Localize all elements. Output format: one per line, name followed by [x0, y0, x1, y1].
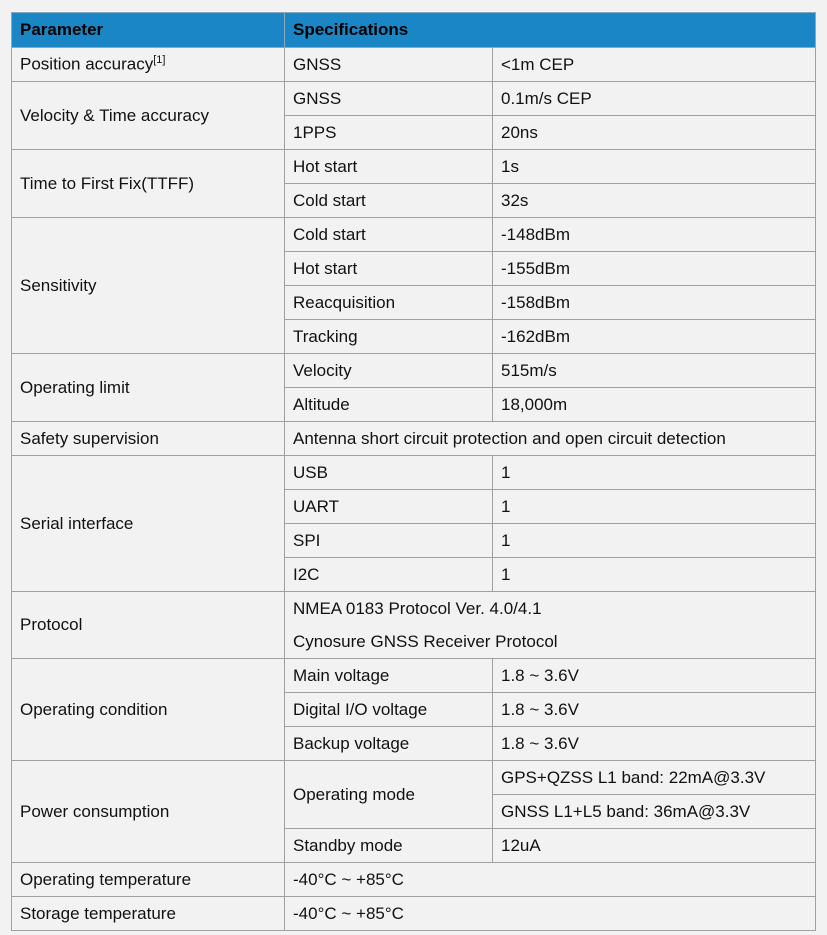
table-row [12, 48, 816, 82]
spec-value: Antenna short circuit protection and open circuit detection [285, 422, 816, 456]
spec-value: -162dBm [493, 320, 816, 354]
spec-value: -40°C ~ +85°C [285, 863, 816, 897]
spec-value: -40°C ~ +85°C [285, 897, 816, 931]
param-operating-temperature: Operating temperature [12, 863, 285, 897]
table-row [12, 218, 816, 252]
spec-value: Cynosure GNSS Receiver Protocol [285, 625, 816, 659]
spec-sub: Cold start [285, 184, 493, 218]
spec-sub: Digital I/O voltage [285, 693, 493, 727]
spec-value: GNSS L1+L5 band: 36mA@3.3V [493, 795, 816, 829]
header-row [12, 13, 816, 48]
header-specifications: Specifications [285, 13, 816, 48]
spec-value: 1 [493, 558, 816, 592]
spec-sub: SPI [285, 524, 493, 558]
spec-sub: Backup voltage [285, 727, 493, 761]
table-row [12, 82, 816, 116]
spec-sub: I2C [285, 558, 493, 592]
param-ttff: Time to First Fix(TTFF) [12, 150, 285, 218]
table-row [12, 659, 816, 693]
table-row [12, 592, 816, 626]
table-row [12, 897, 816, 931]
param-position-accuracy [12, 48, 285, 82]
spec-value: <1m CEP [493, 48, 816, 82]
param-velocity-time: Velocity & Time accuracy [12, 82, 285, 150]
param-safety: Safety supervision [12, 422, 285, 456]
spec-value: 515m/s [493, 354, 816, 388]
spec-sub: USB [285, 456, 493, 490]
param-sensitivity: Sensitivity [12, 218, 285, 354]
spec-sub: GNSS [285, 82, 493, 116]
spec-sub: UART [285, 490, 493, 524]
spec-sub: 1PPS [285, 116, 493, 150]
table-row [12, 761, 816, 795]
spec-value: 32s [493, 184, 816, 218]
spec-value: 1.8 ~ 3.6V [493, 659, 816, 693]
param-protocol: Protocol [12, 592, 285, 659]
spec-value: 1 [493, 524, 816, 558]
spec-value: 1 [493, 490, 816, 524]
spec-value: 20ns [493, 116, 816, 150]
spec-value: -148dBm [493, 218, 816, 252]
spec-value: NMEA 0183 Protocol Ver. 4.0/4.1 [285, 592, 816, 626]
spec-sub: GNSS [285, 48, 493, 82]
spec-value: 0.1m/s CEP [493, 82, 816, 116]
param-storage-temperature: Storage temperature [12, 897, 285, 931]
footnote-ref: [1] [153, 54, 166, 67]
spec-sub: Altitude [285, 388, 493, 422]
spec-table [11, 12, 816, 931]
spec-value: GPS+QZSS L1 band: 22mA@3.3V [493, 761, 816, 795]
spec-value: 12uA [493, 829, 816, 863]
param-label: Position accuracy [20, 54, 154, 74]
spec-value: 1s [493, 150, 816, 184]
spec-value: -155dBm [493, 252, 816, 286]
spec-value: 1.8 ~ 3.6V [493, 693, 816, 727]
param-serial-interface: Serial interface [12, 456, 285, 592]
spec-sub: Hot start [285, 150, 493, 184]
param-operating-condition: Operating condition [12, 659, 285, 761]
spec-sub: Operating mode [285, 761, 493, 829]
table-row [12, 863, 816, 897]
spec-value: -158dBm [493, 286, 816, 320]
spec-sub: Standby mode [285, 829, 493, 863]
spec-value: 18,000m [493, 388, 816, 422]
table-row [12, 422, 816, 456]
spec-sub: Main voltage [285, 659, 493, 693]
spec-sub: Reacquisition [285, 286, 493, 320]
spec-value: 1 [493, 456, 816, 490]
spec-sub: Cold start [285, 218, 493, 252]
table-row [12, 150, 816, 184]
spec-sub: Tracking [285, 320, 493, 354]
table-row [12, 354, 816, 388]
spec-value: 1.8 ~ 3.6V [493, 727, 816, 761]
header-parameter: Parameter [12, 13, 285, 48]
param-power-consumption: Power consumption [12, 761, 285, 863]
param-operating-limit: Operating limit [12, 354, 285, 422]
table-row [12, 456, 816, 490]
spec-sub: Velocity [285, 354, 493, 388]
spec-sub: Hot start [285, 252, 493, 286]
